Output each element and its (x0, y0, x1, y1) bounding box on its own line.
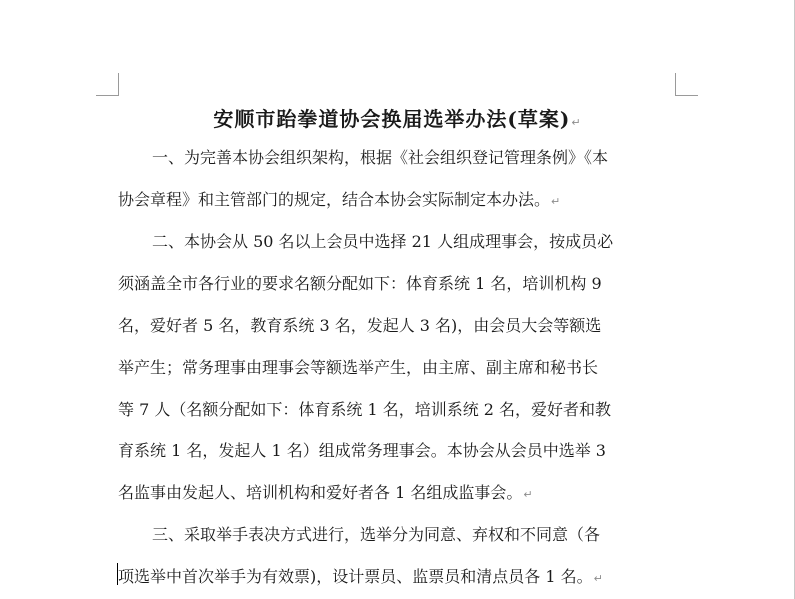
paragraph-mark-icon: ↵ (593, 572, 603, 585)
text-line-2[interactable]: 协会章程》和主管部门的规定，结合本协会实际制定本办法。↵ (118, 190, 561, 209)
text-line-11[interactable]: 项选举中首次举手为有效票)，设计票员、监票员和清点员各 1 名。↵ (118, 567, 603, 586)
text-line-1[interactable]: 一、为完善本协会组织架构，根据《社会组织登记管理条例》《本 (152, 148, 609, 167)
text-line-8[interactable]: 育系统 1 名，发起人 1 名）组成常务理事会。本协会从会员中选举 3 (118, 441, 606, 460)
text-line-10[interactable]: 三、采取举手表决方式进行，选举分为同意、弃权和不同意（各 (152, 525, 601, 544)
top-right-margin-marker (675, 73, 698, 96)
paragraph-mark-icon: ↵ (571, 116, 582, 129)
text-line-5[interactable]: 名，爱好者 5 名，教育系统 3 名，发起人 3 名)，由会员大会等额选 (118, 316, 602, 335)
text-line-4[interactable]: 须涵盖全市各行业的要求名额分配如下：体育系统 1 名，培训机构 9 (118, 274, 602, 293)
text-line-7[interactable]: 等 7 人（名额分配如下：体育系统 1 名，培训系统 2 名，爱好者和教 (118, 400, 612, 419)
paragraph-mark-icon: ↵ (523, 488, 533, 501)
paragraph-mark-icon: ↵ (551, 195, 561, 208)
document-title[interactable] (0, 103, 795, 132)
top-left-margin-marker (96, 73, 119, 96)
text-line-6[interactable]: 举产生；常务理事由理事会等额选举产生，由主席、副主席和秘书长 (118, 358, 599, 377)
text-cursor (117, 563, 118, 585)
text-line-9[interactable]: 名监事由发起人、培训机构和爱好者各 1 名组成监事会。↵ (118, 483, 533, 502)
document-title-text: 安顺市跆拳道协会换届选举办法(草案) (213, 107, 571, 131)
text-line-3[interactable]: 二、本协会从 50 名以上会员中选择 21 人组成理事会，按成员必 (152, 232, 614, 251)
